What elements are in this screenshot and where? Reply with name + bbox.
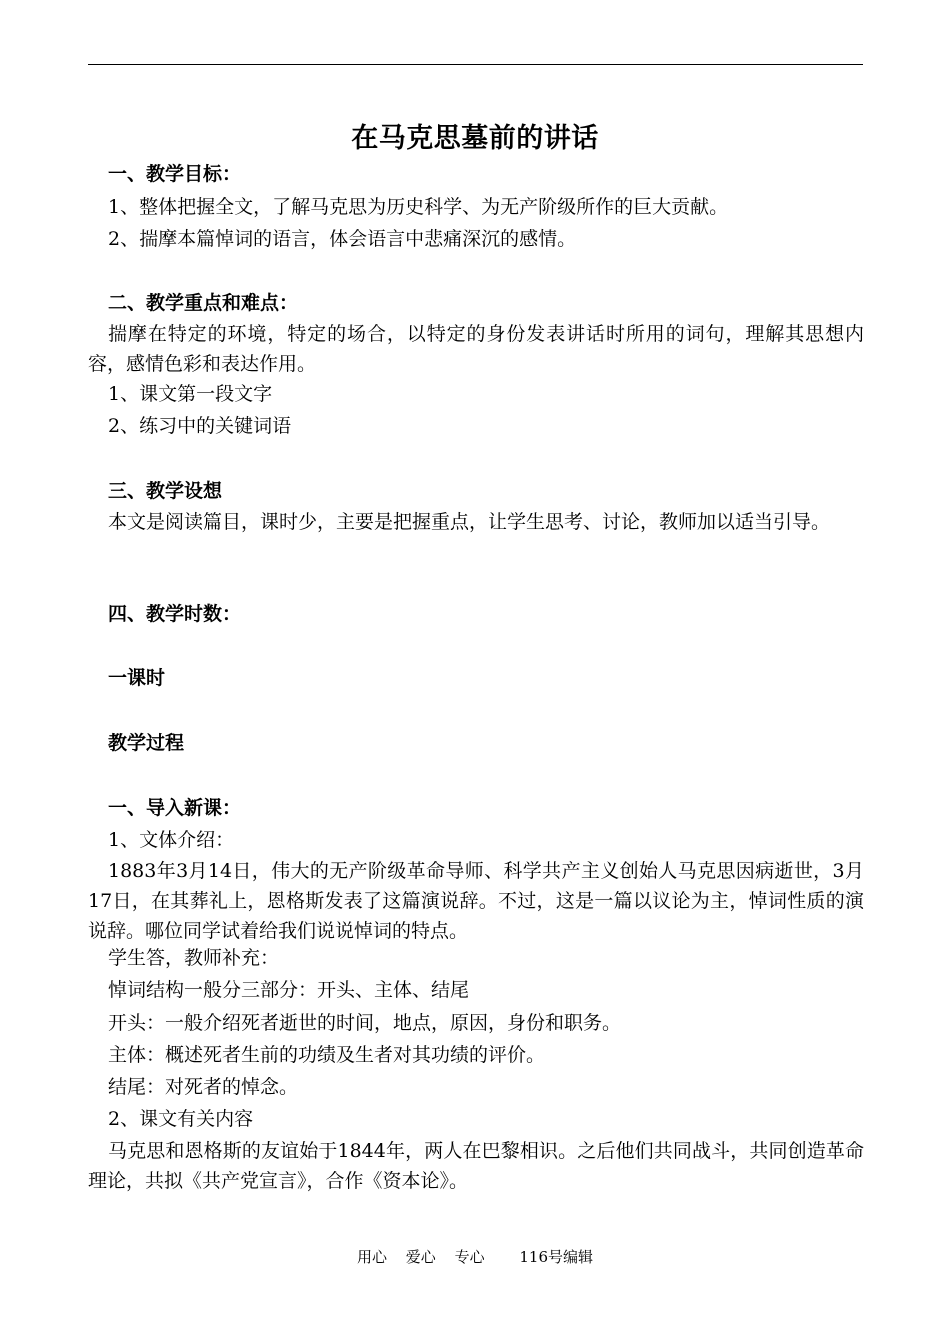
key-item-2: 2、练习中的关键词语 bbox=[108, 415, 292, 437]
hours-heading: 四、教学时数： bbox=[108, 603, 242, 625]
footer-part-3: 专心 bbox=[454, 1248, 485, 1266]
intro-item-2: 2、课文有关内容 bbox=[108, 1108, 254, 1130]
intro-item-1: 1、文体介绍： bbox=[108, 829, 235, 851]
intro-heading: 一、导入新课： bbox=[108, 797, 242, 819]
design-heading: 三、教学设想 bbox=[108, 480, 223, 502]
opening-text: 开头：一般介绍死者逝世的时间，地点，原因，身份和职务。 bbox=[108, 1012, 622, 1034]
key-heading: 二、教学重点和难点： bbox=[108, 292, 299, 314]
student-answer: 学生答，教师补充： bbox=[108, 947, 280, 969]
document-title: 在马克思墓前的讲话 bbox=[351, 123, 599, 154]
ending-text: 结尾：对死者的悼念。 bbox=[108, 1076, 299, 1098]
friendship-paragraph: 马克思和恩格斯的友谊始于1844年，两人在巴黎相识。之后他们共同战斗，共同创造革命理论，共拟《共产党宣言》，合作《资本论》。 bbox=[88, 1140, 864, 1192]
footer-part-1: 用心 bbox=[356, 1248, 387, 1266]
key-item-1: 1、课文第一段文字 bbox=[108, 383, 273, 405]
design-paragraph: 本文是阅读篇目，课时少，主要是把握重点，让学生思考、讨论，教师加以适当引导。 bbox=[108, 511, 831, 533]
footer-part-4: 116号编辑 bbox=[519, 1248, 594, 1266]
process-heading: 教学过程 bbox=[108, 732, 185, 754]
header-rule bbox=[88, 64, 863, 65]
key-paragraph: 揣摩在特定的环境，特定的场合，以特定的身份发表讲话时所用的词句，理解其思想内容，感情色彩和表达作用。 bbox=[88, 323, 864, 375]
goal-1: 1、整体把握全文，了解马克思为历史科学、为无产阶级所作的巨大贡献。 bbox=[108, 196, 729, 218]
intro-paragraph: 1883年3月14日，伟大的无产阶级革命导师、科学共产主义创始人马克思因病逝世，3月17日，在其葬礼上，恩格斯发表了这篇演说辞。不过，这是一篇以议论为主，悼词性质的演说辞。哪位同学试着给我们说说悼词的特点。 bbox=[88, 860, 864, 942]
goals-heading: 一、教学目标： bbox=[108, 163, 242, 185]
footer-part-2: 爱心 bbox=[405, 1248, 436, 1266]
body-text: 主体：概述死者生前的功绩及生者对其功绩的评价。 bbox=[108, 1044, 546, 1066]
structure-text: 悼词结构一般分三部分：开头、主体、结尾 bbox=[108, 979, 470, 1001]
page-footer bbox=[0, 1246, 950, 1267]
goal-2: 2、揣摩本篇悼词的语言，体会语言中悲痛深沉的感情。 bbox=[108, 228, 577, 250]
hours-value: 一课时 bbox=[108, 667, 166, 689]
